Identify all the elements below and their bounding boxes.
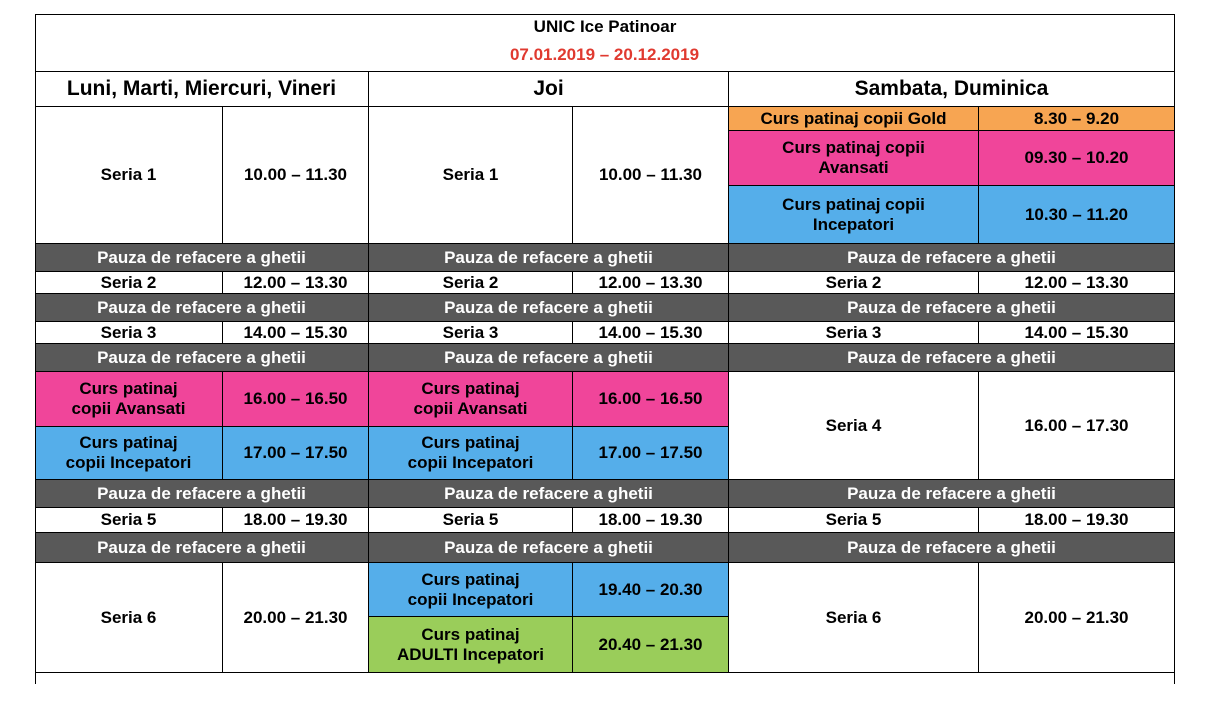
session-time: 09.30 – 10.20 (979, 131, 1175, 186)
session-name: Seria 3 (35, 322, 223, 344)
session-time: 19.40 – 20.30 (573, 563, 729, 617)
pause-row: Pauza de refacere a ghetii (729, 344, 1175, 372)
header-thursday: Joi (369, 72, 729, 107)
pause-row: Pauza de refacere a ghetii (369, 294, 729, 322)
session-time: 16.00 – 16.50 (223, 372, 369, 427)
pause-row: Pauza de refacere a ghetii (35, 244, 369, 272)
session-name: Curs patinaj copii Gold (729, 107, 979, 131)
session-time: 12.00 – 13.30 (573, 272, 729, 294)
session-name: Seria 2 (35, 272, 223, 294)
session-name: Curs patinaj copii Incepatori (729, 186, 979, 244)
pause-row: Pauza de refacere a ghetii (729, 294, 1175, 322)
session-name: Seria 2 (729, 272, 979, 294)
session-time: 12.00 – 13.30 (223, 272, 369, 294)
date-range: 07.01.2019 – 20.12.2019 (35, 39, 1175, 72)
pause-row: Pauza de refacere a ghetii (35, 480, 369, 508)
schedule-title: UNIC Ice Patinoar (533, 16, 677, 36)
session-time: 14.00 – 15.30 (979, 322, 1175, 344)
pause-row: Pauza de refacere a ghetii (729, 480, 1175, 508)
pause-row: Pauza de refacere a ghetii (369, 480, 729, 508)
session-time: 18.00 – 19.30 (979, 508, 1175, 533)
session-name: Seria 6 (35, 563, 223, 673)
schedule-sheet (35, 14, 1175, 684)
session-time: 18.00 – 19.30 (573, 508, 729, 533)
pause-row: Pauza de refacere a ghetii (369, 244, 729, 272)
session-time: 8.30 – 9.20 (979, 107, 1175, 131)
session-time: 20.00 – 21.30 (223, 563, 369, 673)
session-name: Seria 1 (369, 107, 573, 244)
session-time: 16.00 – 16.50 (573, 372, 729, 427)
header-weekdays: Luni, Marti, Miercuri, Vineri (35, 72, 369, 107)
session-name: Curs patinaj copii Incepatori (369, 427, 573, 480)
session-time: 17.00 – 17.50 (223, 427, 369, 480)
pause-row: Pauza de refacere a ghetii (729, 244, 1175, 272)
session-time: 14.00 – 15.30 (223, 322, 369, 344)
session-time: 18.00 – 19.30 (223, 508, 369, 533)
session-name: Seria 4 (729, 372, 979, 480)
session-time: 20.00 – 21.30 (979, 563, 1175, 673)
session-name: Curs patinaj copii Incepatori (369, 563, 573, 617)
session-name: Seria 5 (369, 508, 573, 533)
header-weekend: Sambata, Duminica (729, 72, 1175, 107)
pause-row: Pauza de refacere a ghetii (35, 294, 369, 322)
session-name: Seria 5 (35, 508, 223, 533)
pause-row: Pauza de refacere a ghetii (729, 533, 1175, 563)
session-time: 16.00 – 17.30 (979, 372, 1175, 480)
session-time: 12.00 – 13.30 (979, 272, 1175, 294)
session-name: Seria 1 (35, 107, 223, 244)
session-name: Curs patinaj copii Incepatori (35, 427, 223, 480)
session-time: 17.00 – 17.50 (573, 427, 729, 480)
session-time: 10.00 – 11.30 (223, 107, 369, 244)
pause-row: Pauza de refacere a ghetii (35, 344, 369, 372)
session-name: Seria 2 (369, 272, 573, 294)
session-time: 10.30 – 11.20 (979, 186, 1175, 244)
session-name: Seria 3 (369, 322, 573, 344)
session-name: Curs patinaj copii Avansati (369, 372, 573, 427)
session-time: 14.00 – 15.30 (573, 322, 729, 344)
pause-row: Pauza de refacere a ghetii (369, 344, 729, 372)
session-time: 10.00 – 11.30 (573, 107, 729, 244)
session-name: Curs patinaj copii Avansati (729, 131, 979, 186)
session-time: 20.40 – 21.30 (573, 617, 729, 673)
session-name: Seria 3 (729, 322, 979, 344)
session-name: Seria 5 (729, 508, 979, 533)
session-name: Curs patinaj copii Avansati (35, 372, 223, 427)
session-name: Seria 6 (729, 563, 979, 673)
pause-row: Pauza de refacere a ghetii (35, 533, 369, 563)
session-name: Curs patinaj ADULTI Incepatori (369, 617, 573, 673)
pause-row: Pauza de refacere a ghetii (369, 533, 729, 563)
